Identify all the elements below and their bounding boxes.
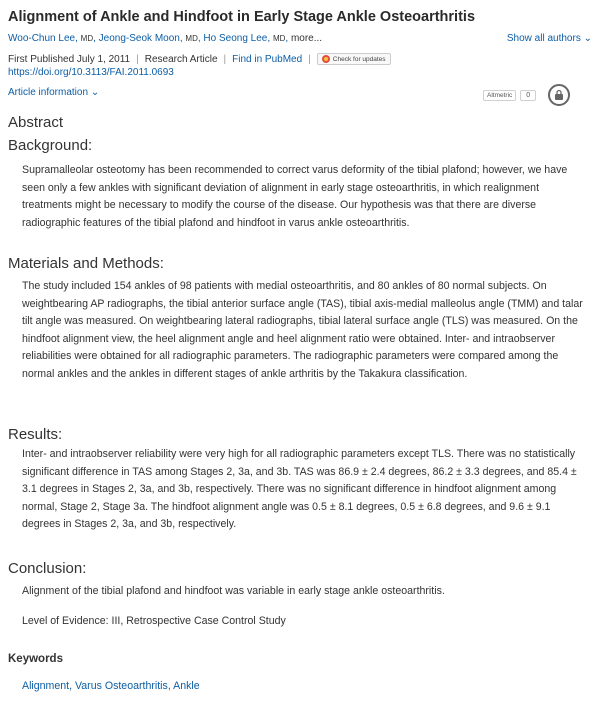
author-degree-2: MD xyxy=(185,34,198,43)
chevron-down-icon: ⌄ xyxy=(90,87,100,98)
doi-link[interactable]: https://doi.org/10.3113/FAI.2011.0693 xyxy=(8,67,174,78)
results-text: Inter- and intraobserver reliability were very high for all radiographic parameters except TLS. There was no statistically significant difference in TAS among Stages 2, 3a, and 3b. TAS was 86.9 ± 2.4 degrees, 86.2 ± 3.3 degrees, and 85.4 ± 3.1 degrees in Stages 2, 3a, and 3b, respectively. There was no significant difference in hindfoot alignment among normal, Stage 2, Stage 3a. The hindfoot alignment angle was 0.5 ± 8.1 degrees, 0.5 ± 6.8 degrees, and 9.6 ± 9.1 degrees in Stages 2, 3a, and 3b, respectively. xyxy=(22,448,577,531)
abstract-heading: Abstract xyxy=(8,114,64,131)
keywords-heading: Keywords xyxy=(8,653,63,665)
check-for-updates-label: Check for updates xyxy=(332,55,386,63)
keyword-link[interactable]: Ankle xyxy=(173,680,200,692)
author-degree-3: MD xyxy=(272,34,286,43)
background-heading: Background: xyxy=(8,137,93,154)
article-title: Alignment of Ankle and Hindfoot in Early Stage Ankle Osteoarthritis xyxy=(8,9,476,25)
show-all-authors-button[interactable] xyxy=(507,33,592,44)
altmetric-count: 0 xyxy=(520,90,536,101)
crossmark-icon xyxy=(322,55,330,63)
author-link-2[interactable]: Jeong-Seok Moon xyxy=(98,33,180,44)
lock-icon[interactable] xyxy=(548,84,570,106)
publication-meta xyxy=(8,53,391,65)
keyword-link[interactable]: Varus Osteoarthritis xyxy=(75,680,168,692)
divider: | xyxy=(308,53,311,65)
level-of-evidence: Level of Evidence: III, Retrospective Case Control Study xyxy=(22,615,286,627)
altmetric-widget[interactable] xyxy=(483,84,570,106)
keyword-link[interactable]: Alignment xyxy=(22,680,70,692)
methods-heading: Materials and Methods: xyxy=(8,255,164,272)
author-link-1[interactable]: Woo-Chun Lee xyxy=(8,33,76,44)
keyword-list: Alignment, Varus Osteoarthritis, Ankle xyxy=(22,680,200,692)
show-all-authors-label: Show all authors xyxy=(506,33,581,44)
background-text: Supramalleolar osteotomy has been recommended to correct varus deformity of the tibial plafond; however, we have seen only a few ankles with significant deviation of alignment in early stage osteoarthritis, in which realignment treatments might be necessary to modify the course of the disease. Our hypothesis was that there are diverse radiographic features of the tibial plafond and hindfoot in varus ankle osteoarthritis. xyxy=(22,164,568,229)
conclusion-text: Alignment of the tibial plafond and hindfoot was variable in early stage ankle osteoarthritis. xyxy=(22,585,445,597)
chevron-down-icon: ⌄ xyxy=(583,33,592,44)
check-for-updates-button[interactable] xyxy=(317,53,391,65)
divider: | xyxy=(136,53,139,65)
published-date: First Published July 1, 2011 xyxy=(8,53,131,65)
author-degree-1: MD xyxy=(80,34,94,43)
more-authors-link[interactable]: more... xyxy=(290,33,323,44)
article-information-label: Article information xyxy=(8,87,89,98)
author-list: Woo-Chun Lee, MD, Jeong-Seok Moon, MD, Ho Seong Lee, MD, more... xyxy=(8,33,323,44)
article-information-toggle[interactable] xyxy=(8,87,99,98)
find-in-pubmed-link[interactable]: Find in PubMed xyxy=(232,53,303,65)
author-link-3[interactable]: Ho Seong Lee xyxy=(203,33,268,44)
article-type: Research Article xyxy=(144,53,218,65)
conclusion-heading: Conclusion: xyxy=(8,560,87,577)
methods-text: The study included 154 ankles of 98 patients with medial osteoarthritis, and 80 ankles of 80 normal subjects. On weightbearing AP radiographs, the tibial anterior surface angle (TAS), tibial axis-medial malleolus angle (TMM) and talar tilt angle was measured. On weightbearing lateral radiographs, tibial lateral surface angle (TLS) was measured. On the hindfoot alignment view, the heel alignment angle and heel alignment ratio were obtained. Inter- and intraobserver reliabilities were obtained for all radiographic parameters. The radiographic parameters were compared among the normal ankles and the ankles in different stages of ankle arthritis by the Takakura classification. xyxy=(22,280,583,380)
results-heading: Results: xyxy=(8,426,63,443)
divider: | xyxy=(223,53,227,65)
altmetric-badge[interactable]: Altmetric xyxy=(483,90,516,101)
